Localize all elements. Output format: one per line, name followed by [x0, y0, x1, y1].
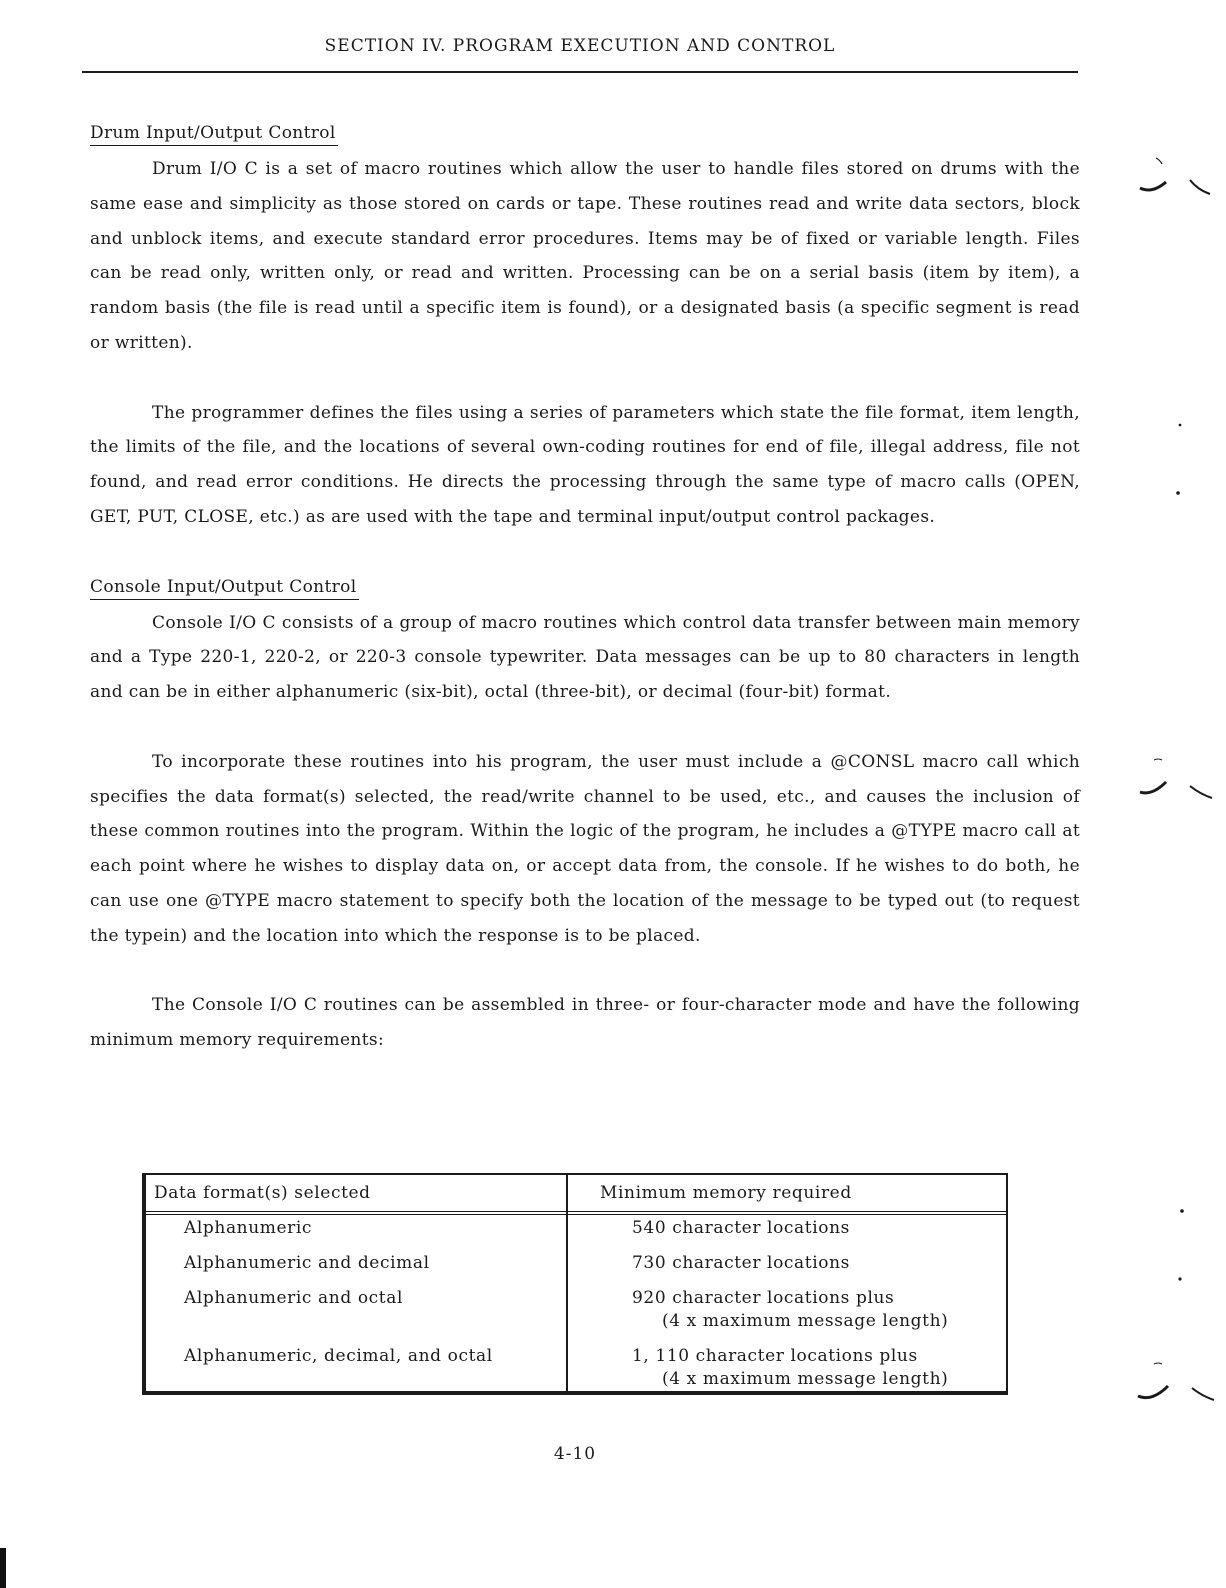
- table-cell-memory-note: (4 x maximum message length): [662, 1311, 949, 1331]
- table-cell-format: Alphanumeric and decimal: [184, 1253, 430, 1273]
- paragraph: To incorporate these routines into his program, the user must include a @CONSL macro call which specifies the data format(s) selected, the read/write channel to be used, etc., and causes the inclusion of these common routines into the program. Within the logic of the program, he includes a @TYPE macro call at each point where he wishes to display data on, or accept data from, the console. If he wishes to do both, he can use one @TYPE macro statement to specify both the location of the message to be typed out (to request the typein) and the location into which the response is to be placed.: [90, 751, 1080, 946]
- scan-speck: [1170, 415, 1190, 505]
- header-rule: [82, 71, 1078, 73]
- binder-hole-mark: [1128, 1356, 1218, 1412]
- column-divider: [566, 1175, 568, 1391]
- section-heading-console: Console Input/Output Control: [90, 575, 359, 600]
- body-text: [90, 116, 1080, 1058]
- section-heading-drum: Drum Input/Output Control: [90, 121, 338, 146]
- table-cell-format: Alphanumeric, decimal, and octal: [184, 1346, 493, 1366]
- scan-edge-mark: [0, 1548, 6, 1588]
- column-header-format: Data format(s) selected: [154, 1183, 371, 1203]
- binder-hole-mark: [1128, 150, 1218, 206]
- table-cell-memory-note: (4 x maximum message length): [662, 1369, 949, 1389]
- memory-requirements-table: [142, 1173, 1008, 1395]
- paragraph: The programmer defines the files using a series of parameters which state the file format, item length, the limits of the file, and the locations of several own-coding routines for end of file, illegal address, file not found, and read error conditions. He directs the processing through the same type of macro calls (OPEN, GET, PUT, CLOSE, etc.) as are used with the tape and terminal input/output control packages.: [90, 402, 1080, 527]
- paragraph: The Console I/O C routines can be assembled in three- or four-character mode and have the following minimum memory requirements:: [90, 995, 1080, 1051]
- table-cell-memory: 540 character locations: [632, 1218, 850, 1238]
- table-cell-memory: 1, 110 character locations plus: [632, 1346, 918, 1366]
- column-header-memory: Minimum memory required: [600, 1183, 852, 1203]
- table-cell-memory: 920 character locations plus: [632, 1288, 895, 1308]
- table-cell-format: Alphanumeric: [184, 1218, 313, 1238]
- table-cell-format: Alphanumeric and octal: [184, 1288, 403, 1308]
- page-number: 4-10: [553, 1444, 597, 1464]
- table-cell-memory: 730 character locations: [632, 1253, 850, 1273]
- running-header: SECTION IV. PROGRAM EXECUTION AND CONTROL: [324, 36, 836, 56]
- table-header-row: [146, 1175, 1006, 1215]
- paragraph: Console I/O C consists of a group of macro routines which control data transfer between main memory and a Type 220-1, 220-2, or 220-3 console typewriter. Data messages can be up to 80 characters in length and can be in either alphanumeric (six-bit), octal (three-bit), or decimal (four-bit) format.: [90, 612, 1080, 703]
- binder-hole-mark: [1128, 752, 1218, 808]
- scan-speck: [1170, 1205, 1190, 1285]
- paragraph: Drum I/O C is a set of macro routines which allow the user to handle files stored on drums with the same ease and simplicity as those stored on cards or tape. These routines read and write data sectors, block and unblock items, and execute standard error procedures. Items may be of fixed or variable length. Files can be read only, written only, or read and written. Processing can be on a serial basis (item by item), a random basis (the file is read until a specific item is found), or a designated basis (a specific segment is read or written).: [90, 159, 1080, 353]
